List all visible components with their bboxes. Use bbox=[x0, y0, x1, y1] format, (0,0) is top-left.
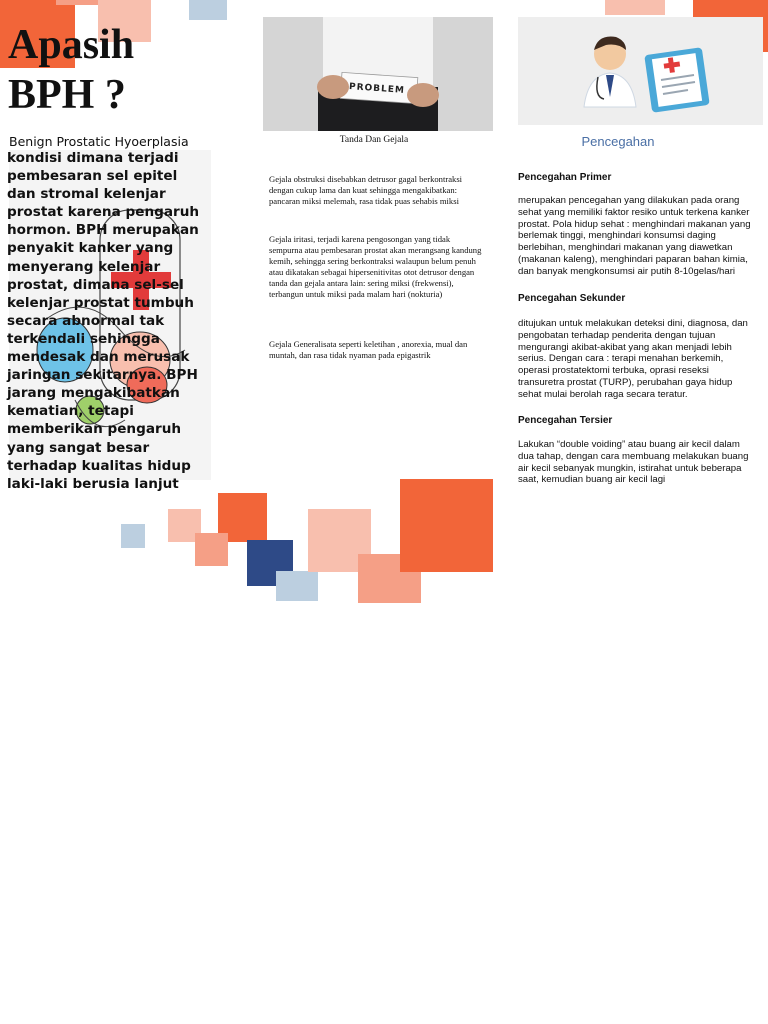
secondary-prevention-title: Pencegahan Sekunder bbox=[518, 293, 626, 304]
page-title bbox=[8, 20, 208, 120]
decor-square-paleblue bbox=[189, 0, 227, 20]
decor-square-orange bbox=[400, 479, 493, 572]
bph-definition-text: kondisi dimana terjadi pembesaran sel epitel dan stromal kelenjar prostat karena pengaruh hormon. BPH merupakan penyakit kanker yang menyerang kelenjar prostat, dimana sel-sel kelenjar prostat tumbuh secara abnormal tak terkendali sehingga mendesak dan merusak jaringan sekitarnya. BPH jarang mengakibatkan kematian, tetapi memberikan pengaruh yang sangat besar terhadap kualitas hidup laki-laki berusia lanjut bbox=[7, 150, 200, 492]
tertiary-prevention-text: Lakukan “double voiding” atau buang air kecil dalam dua tahap, dengan cara membuang melakukan buang air kecil sebanyak mungkin, istirahat untuk beberapa saat, kemudian buang air kecil lagi bbox=[518, 439, 749, 486]
decor-square-paleblue bbox=[121, 524, 145, 548]
primary-prevention-text: merupakan pencegahan yang dilakukan pada orang sehat yang memiliki faktor resiko untuk terkena kanker prostat. Pola hidup sehat : menghindari makanan yang berlemak tinggi, menghindari konsumsi daging berlebihan, menghindari makanan yang diawetkan (makanan kaleng), menghindari paparan bahan kimia, dan banyak mengkonsumsi air putih 8-10gelas/hari bbox=[518, 195, 751, 277]
symptom-irritation-text: Gejala iritasi, terjadi karena pengosongan yang tidak sempurna atau pembesaran prostat akan merangsang kandung kemih, sehingga sering berkontraksi walaupun belum penuh atau dikatakan sebagai hipersenitivitas otot detrusor dengan tanda dan gejala antara lain: sering miksi (frekwensi), terbangun untuk miksi pada malam hari (nokturia) bbox=[269, 234, 482, 299]
symptom-obstruction-text: Gejala obstruksi disebabkan detrusor gagal berkontraksi dengan cukup lama dan kuat sehingga mengakibatkan: pancaran miksi melemah, rasa tidak puas sehabis miksi bbox=[269, 174, 463, 206]
tertiary-prevention-title: Pencegahan Tersier bbox=[518, 415, 613, 426]
title-line-1: Apasih bbox=[8, 22, 135, 68]
prevention-heading: Pencegahan bbox=[581, 134, 655, 149]
doctor-graphic bbox=[518, 17, 763, 125]
doctor-illustration bbox=[518, 17, 763, 125]
decor-square-salmon bbox=[195, 533, 228, 566]
secondary-prevention-text: ditujukan untuk melakukan deteksi dini, diagnosa, dan pengobatan terhadap penderita dengan tujuan mengurangi akibat-akibat yang akan menjadi lebih serius. Dengan cara : terapi menahan berkemih, operasi prostatektomi terbuka, oprasi reseksi transuretra prostat (TURP), perubahan gaya hidup sehat mulai berolah raga secara teratur. bbox=[518, 318, 748, 400]
problem-photo bbox=[263, 17, 493, 131]
decor-square-peach bbox=[605, 0, 665, 15]
problem-sign-text: PROBLEM bbox=[348, 82, 406, 96]
subtitle: Benign Prostatic Hyoerplasia bbox=[9, 134, 189, 149]
primary-prevention-title: Pencegahan Primer bbox=[518, 172, 612, 183]
decor-square-paleblue bbox=[276, 571, 318, 601]
problem-photo-graphic bbox=[263, 17, 493, 131]
title-line-2: BPH ? bbox=[8, 72, 126, 118]
symptom-general-text: Gejala Generalisata seperti keletihan , anorexia, mual dan muntah, dan rasa tidak nyaman pada epigastrik bbox=[269, 339, 468, 360]
symptoms-heading: Tanda Dan Gejala bbox=[339, 135, 409, 145]
